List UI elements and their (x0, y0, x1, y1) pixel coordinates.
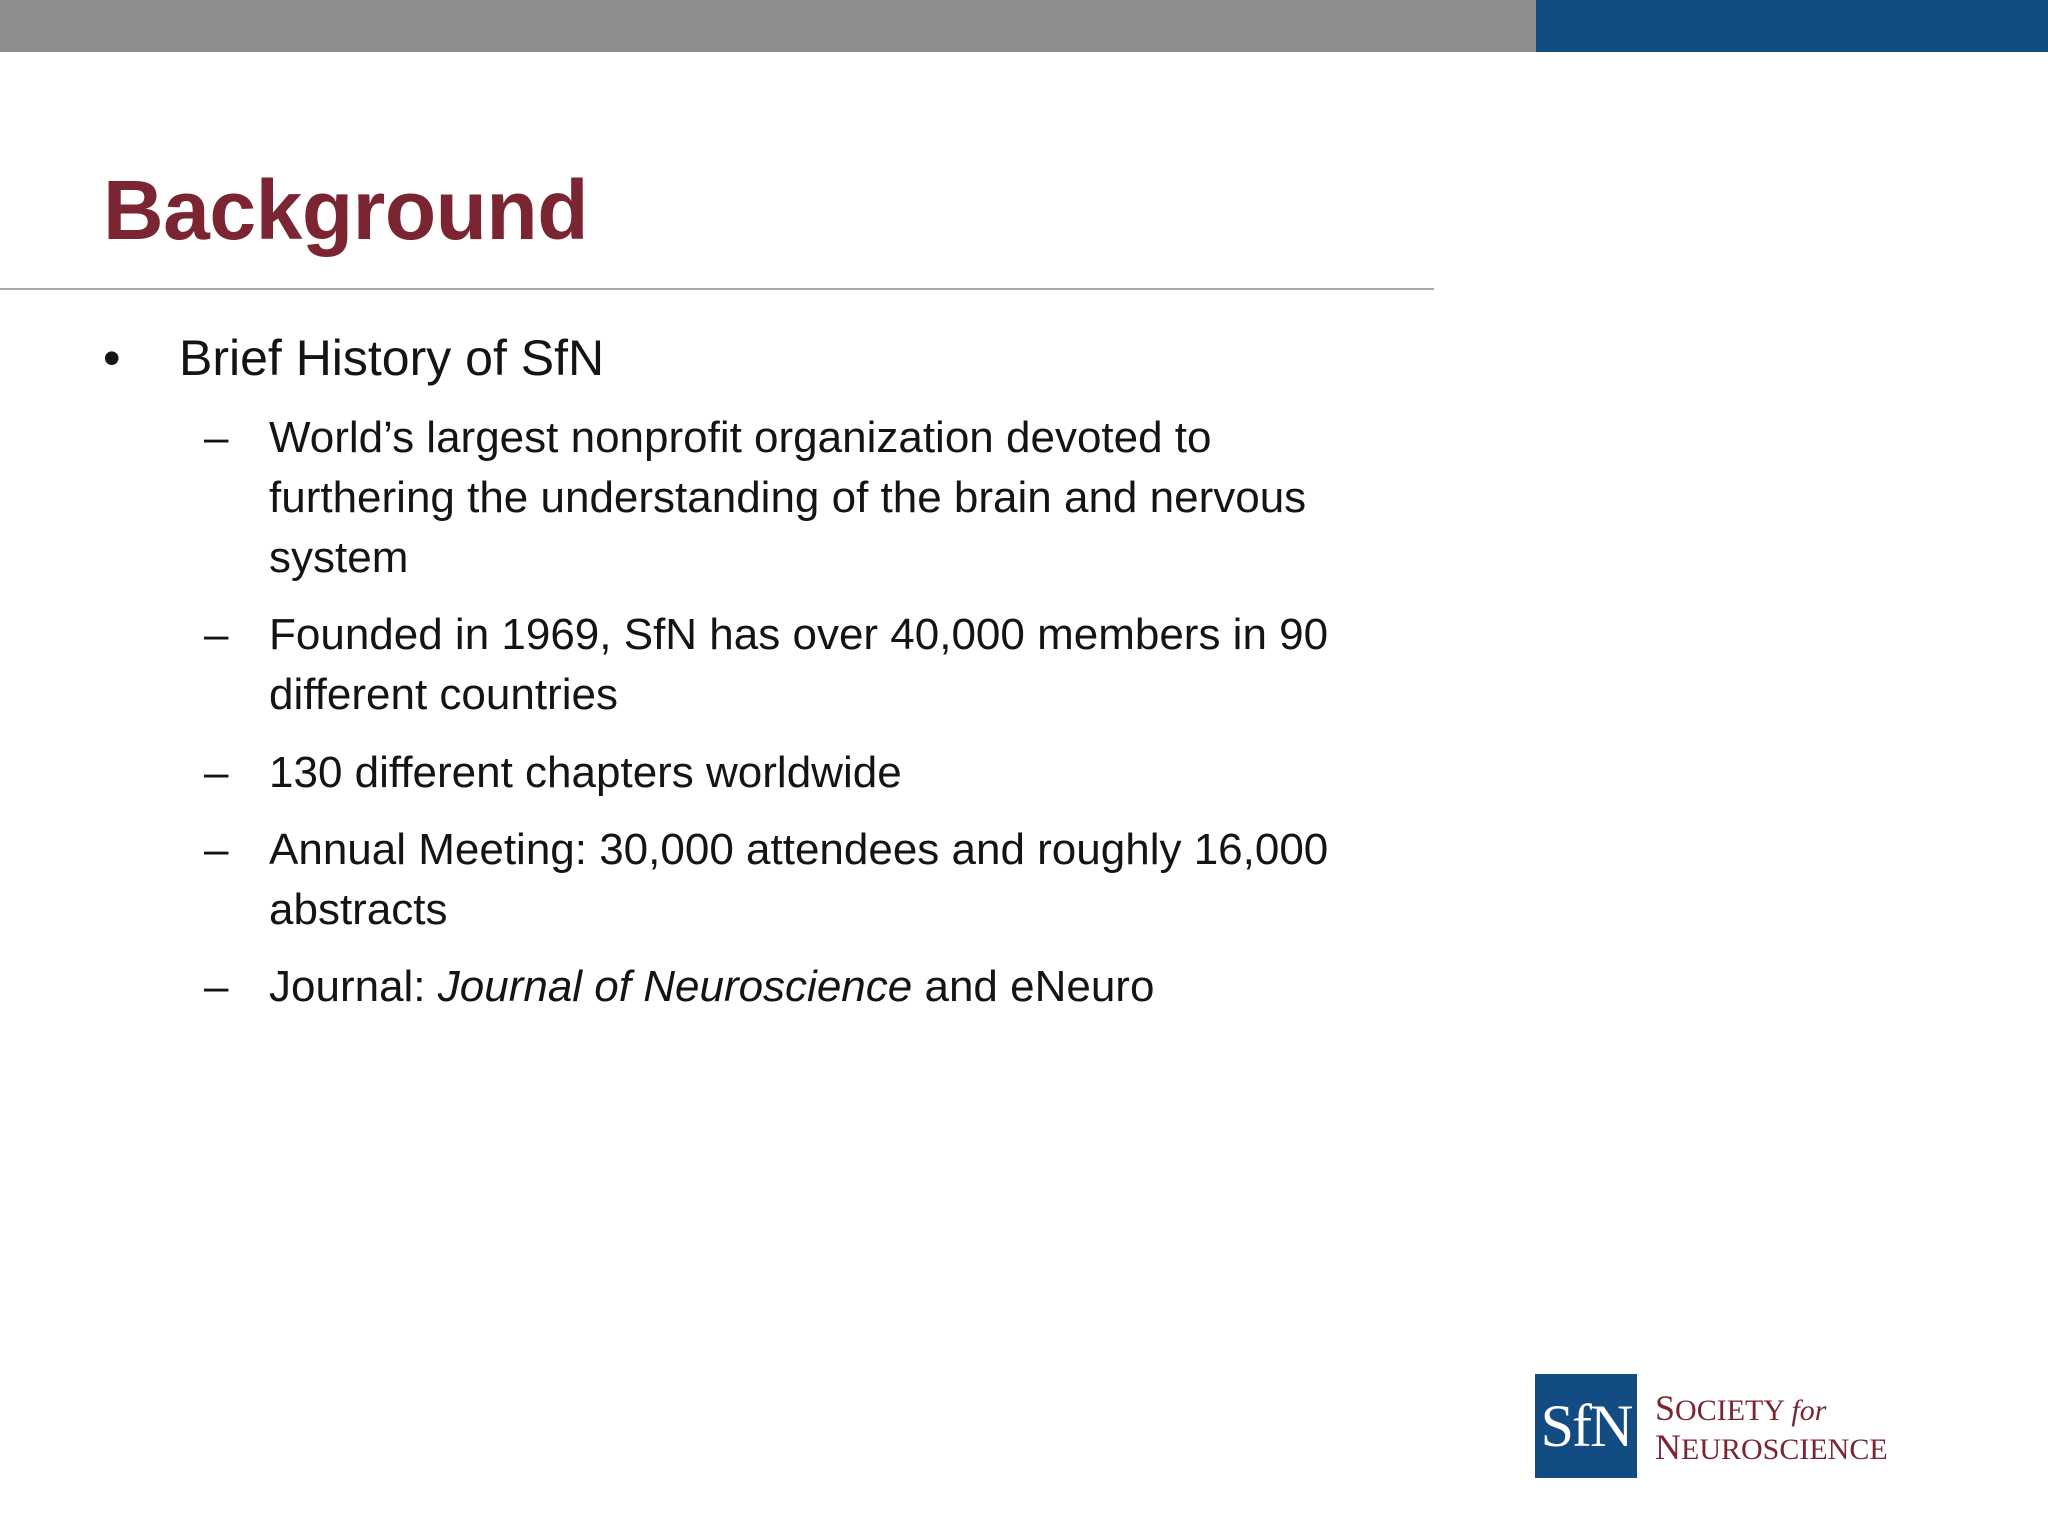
text-line: Annual Meeting: 30,000 attendees and roughly 16,000 (269, 825, 1329, 874)
text-line: abstracts (269, 885, 448, 934)
text-line (269, 957, 1379, 1017)
bullet-text: Brief History of SfN (179, 330, 605, 386)
sfn-logo (1535, 1374, 1888, 1478)
sub-item-text (269, 408, 1379, 588)
sub-item-text (269, 743, 1379, 803)
slide-title: Background (103, 163, 589, 257)
title-divider (0, 288, 1434, 290)
dash-marker: – (204, 962, 229, 1011)
dash-marker: – (204, 825, 229, 874)
text-line: different countries (269, 670, 618, 719)
top-bar-gray (0, 0, 1536, 52)
dash-marker: – (204, 413, 229, 462)
text-line: 130 different chapters worldwide (269, 748, 902, 797)
text-line: Founded in 1969, SfN has over 40,000 members in 90 (269, 610, 1329, 659)
journal-prefix: Journal: (269, 962, 438, 1011)
text-line: furthering the understanding of the brain and nervous (269, 473, 1307, 522)
journal-name: Journal of Neuroscience (437, 962, 913, 1011)
dash-marker: – (204, 610, 229, 659)
logo-line-neuroscience: NEUROSCIENCE (1655, 1427, 1888, 1467)
bullet-marker: • (103, 330, 121, 386)
text-line: World’s largest nonprofit organization devoted to (269, 413, 1212, 462)
sfn-logo-wordmark (1655, 1390, 1888, 1468)
top-bar-blue (1536, 0, 2048, 52)
dash-marker: – (204, 748, 229, 797)
sub-item-text (269, 605, 1379, 725)
sub-item-text (269, 957, 1379, 1017)
sub-item-text (269, 820, 1379, 940)
text-line: system (269, 533, 409, 582)
sfn-logo-mark: SfN (1535, 1374, 1637, 1478)
journal-suffix: and eNeuro (912, 962, 1155, 1011)
logo-line-society: SOCIETY for (1655, 1388, 1827, 1428)
